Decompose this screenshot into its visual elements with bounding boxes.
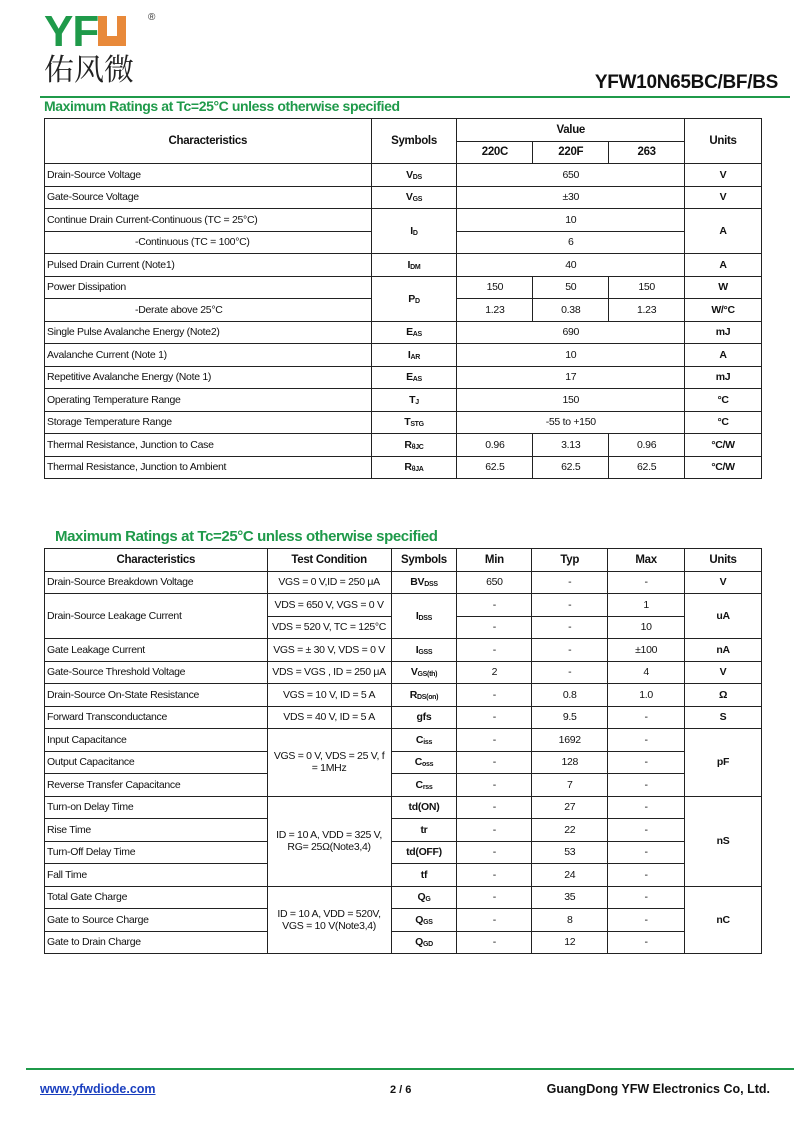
table-cell: 53 [532,841,608,864]
table-row [45,186,762,209]
table-cell: 8 [532,909,608,932]
table-cell: td(OFF) [391,841,457,864]
table-cell: °C/W [685,434,762,457]
column-header: 220C [457,141,533,164]
table-cell: Turn-Off Delay Time [45,841,268,864]
table-cell: Storage Temperature Range [45,411,372,434]
table-cell: AS [412,376,422,384]
table-cell [371,411,457,434]
table-cell: Turn-on Delay Time [45,796,268,819]
table-cell: GS(th) [417,671,438,679]
table-row [45,661,762,684]
table-cell: 1692 [532,729,608,752]
table-cell: VDS = 520 V, TC = 125°C [267,616,391,639]
table-cell: R [404,438,412,451]
table-cell: 128 [532,751,608,774]
table-cell: VGS = 10 V, ID = 5 A [267,684,391,707]
table-cell: - [608,571,685,594]
table-cell [391,661,457,684]
table-row [45,931,762,954]
table-cell: 9.5 [532,706,608,729]
table-row [45,796,762,819]
table-cell: - [532,661,608,684]
table-cell: oss [422,761,434,769]
table-cell: - [457,616,532,639]
table-cell: tf [391,864,457,887]
table-cell: - [457,864,532,887]
table-row [45,841,762,864]
column-header: 220F [533,141,609,164]
table-cell [371,321,457,344]
table-cell: tr [391,819,457,842]
registered-mark: ® [148,12,156,23]
footer-website [40,1082,156,1096]
table-cell: - [457,909,532,932]
table-cell: I [415,610,419,622]
table-cell: Output Capacitance [45,751,268,774]
table-cell: AR [410,353,421,361]
table-cell: VGS = ± 30 V, VDS = 0 V [267,639,391,662]
table-cell: P [408,292,415,305]
table-row [45,344,762,367]
column-header: Units [685,549,762,572]
table-row [45,706,762,729]
table-cell: T [404,416,411,429]
table-row [45,864,762,887]
table-cell: Avalanche Current (Note 1) [45,344,372,367]
table-cell: - [608,931,685,954]
table-cell: DS [412,173,422,181]
table-cell [371,344,457,367]
table-cell: DSS [418,615,433,622]
table-cell: 17 [457,366,685,389]
table-row [45,639,762,662]
section-title-electrical: Maximum Ratings at Tc=25°C unless otherwise specified [55,528,438,545]
table-cell: Repetitive Avalanche Energy (Note 1) [45,366,372,389]
table-cell [391,571,457,594]
table-row [45,254,762,277]
table-cell: Ω [685,684,762,707]
table-cell: GS [423,918,433,926]
table-row [45,119,762,142]
table-cell: 50 [533,276,609,299]
table-cell: V [685,186,762,209]
table-cell: Gate to Source Charge [45,909,268,932]
logo-u-icon [98,16,126,46]
table-cell: 12 [532,931,608,954]
table-row [45,549,762,572]
table-cell: Thermal Resistance, Junction to Case [45,434,372,457]
table-cell: 24 [532,864,608,887]
table-cell: V [406,168,413,181]
table-cell: iss [423,738,433,746]
table-cell: I [410,225,413,237]
table-row [45,729,762,752]
table-cell: I [407,258,411,271]
table-cell: - [457,796,532,819]
table-cell: uA [685,594,762,639]
table-cell: 650 [457,571,532,594]
table-cell: Gate Leakage Current [45,639,268,662]
table-cell: D [414,297,420,305]
table-cell: C [415,733,424,746]
table-cell: ID = 10 A, VDD = 520V, VGS = 10 V(Note3,4) [267,886,391,954]
table-cell: Total Gate Charge [45,886,268,909]
table-cell: - [608,706,685,729]
table-cell: C [415,778,423,791]
table-cell: STG [410,421,424,429]
table-cell: 10 [608,616,685,639]
table-cell: - [608,886,685,909]
table-cell: - [532,639,608,662]
table-cell: DM [410,263,421,271]
table-row [45,819,762,842]
table-cell: mJ [685,321,762,344]
table-cell: - [457,729,532,752]
table-cell: rss [422,783,433,791]
table-cell: Q [415,936,423,949]
table-cell: °C/W [685,456,762,479]
column-header: Symbols [391,549,457,572]
table-cell [371,456,457,479]
column-header: Typ [532,549,608,572]
footer-company: GuangDong YFW Electronics Co, Ltd. [546,1082,770,1096]
table-cell [391,886,457,909]
table-cell: G [425,896,431,904]
table-cell [371,164,457,187]
table-cell: - [457,684,532,707]
table-cell [371,209,457,254]
table-cell: VDS = 650 V, VGS = 0 V [267,594,391,617]
table-cell: Input Capacitance [45,729,268,752]
table-row [45,774,762,797]
table-cell: Gate to Drain Charge [45,931,268,954]
table-cell [391,639,457,662]
table-cell: nC [685,886,762,954]
table-cell: - [457,841,532,864]
table-cell: - [532,616,608,639]
table-cell: 1 [608,594,685,617]
table-cell: 150 [457,389,685,412]
table-row [45,164,762,187]
table-cell: E [406,326,413,339]
table-cell [391,594,457,639]
table-cell: td(ON) [391,796,457,819]
table-cell: Continue Drain Current-Continuous (TC = 25°C) [45,209,372,232]
table-cell: Drain-Source Breakdown Voltage [45,571,268,594]
table-cell: θJA [411,466,424,474]
table-cell: ID = 10 A, VDD = 325 V, RG= 25Ω(Note3,4) [267,796,391,886]
table-cell: 690 [457,321,685,344]
table-cell: θJC [411,443,424,451]
column-header: 263 [609,141,685,164]
table-cell [371,186,457,209]
table-cell: 1.23 [457,299,533,322]
table-cell: - [532,571,608,594]
table-cell: ±30 [457,186,685,209]
table-cell: Single Pulse Avalanche Energy (Note2) [45,321,372,344]
table-cell: R [409,688,418,701]
table-cell [391,909,457,932]
table-cell: V [685,571,762,594]
table-cell: - [532,594,608,617]
table-row [45,209,762,232]
table-cell: 1.23 [609,299,685,322]
table-cell: 0.96 [457,434,533,457]
table-row [45,389,762,412]
table-cell: 150 [609,276,685,299]
footer-divider [26,1068,794,1070]
table-cell: 650 [457,164,685,187]
column-header: Min [457,549,532,572]
table-cell: I [407,348,411,361]
table-cell: V [685,661,762,684]
website-link[interactable]: www.yfwdiode.com [40,1082,156,1096]
table-row [45,411,762,434]
table-cell: nS [685,796,762,886]
table-cell: Drain-Source Leakage Current [45,594,268,639]
table-cell: mJ [685,366,762,389]
table-cell: Thermal Resistance, Junction to Ambient [45,456,372,479]
part-number: YFW10N65BC/BF/BS [594,72,778,93]
table-cell: - [608,774,685,797]
table-cell: VGS = 0 V,ID = 250 μA [267,571,391,594]
table-cell: 10 [457,344,685,367]
table-cell: D [412,230,418,237]
table-cell: J [415,398,419,406]
table-cell: 0.8 [532,684,608,707]
table-cell: R [404,461,412,474]
table-cell: 0.38 [533,299,609,322]
table-cell: Power Dissipation [45,276,372,299]
table-row [45,434,762,457]
table-cell: 6 [457,231,685,254]
column-header: Characteristics [45,549,268,572]
table-cell [371,254,457,277]
table-cell: Pulsed Drain Current (Note1) [45,254,372,277]
table-cell: Q [415,913,424,926]
table-cell: °C [685,411,762,434]
table-cell: V [410,666,418,679]
column-header: Characteristics [45,119,372,164]
table-cell: I [415,643,419,656]
table-cell: 0.96 [609,434,685,457]
table-cell: -Continuous (TC = 100°C) [45,231,372,254]
table-cell [391,684,457,707]
table-cell: ±100 [608,639,685,662]
table-cell: GSS [418,648,433,656]
table-row [45,909,762,932]
table-cell: - [457,931,532,954]
table-cell: C [414,756,423,769]
table-cell: pF [685,729,762,797]
table-cell: VGS = 0 V, VDS = 25 V, f = 1MHz [267,729,391,797]
column-header: Max [608,549,685,572]
table-cell: BV [410,576,425,589]
table-cell: 4 [608,661,685,684]
table-cell: 27 [532,796,608,819]
max-ratings-table [44,118,762,479]
company-logo [44,7,156,88]
table-cell: Gate-Source Threshold Voltage [45,661,268,684]
electrical-characteristics-table [44,548,762,954]
table-cell: W/°C [685,299,762,322]
table-cell: 62.5 [533,456,609,479]
table-cell: gfs [391,706,457,729]
table-cell: GS [412,196,423,204]
table-cell [371,389,457,412]
table-cell: 2 [457,661,532,684]
table-cell: - [457,594,532,617]
table-cell: Y [44,7,73,56]
table-cell: - [608,864,685,887]
table-cell: 1.0 [608,684,685,707]
table-cell: 35 [532,886,608,909]
table-cell: 7 [532,774,608,797]
table-cell: Rise Time [45,819,268,842]
table-cell [391,774,457,797]
table-cell: Drain-Source Voltage [45,164,372,187]
table-cell: 40 [457,254,685,277]
table-row [45,456,762,479]
table-cell: DS(on) [417,693,439,701]
table-cell: GD [422,941,433,949]
table-row [45,886,762,909]
table-cell: - [608,841,685,864]
table-cell: T [409,393,416,406]
column-header: Test Condition [267,549,391,572]
column-header: Symbols [371,119,457,164]
table-cell [391,729,457,752]
table-cell: 62.5 [457,456,533,479]
table-cell: VDS = VGS , ID = 250 μA [267,661,391,684]
table-cell [371,276,457,321]
table-cell: Reverse Transfer Capacitance [45,774,268,797]
table-cell: -55 to +150 [457,411,685,434]
table-cell: AS [412,331,422,339]
table-cell: - [608,796,685,819]
logo-chinese-name: 佑风微 [44,53,134,88]
table-cell: - [608,819,685,842]
table-cell: - [457,819,532,842]
table-cell: Q [417,891,426,904]
table-cell: S [685,706,762,729]
table-cell: F [72,7,99,56]
table-row [45,321,762,344]
table-cell: -Derate above 25°C [45,299,372,322]
table-cell: - [457,706,532,729]
table-cell: °C [685,389,762,412]
table-cell [371,434,457,457]
table-cell: - [457,886,532,909]
table-cell: W [685,276,762,299]
table-row [45,751,762,774]
table-cell: nA [685,639,762,662]
table-cell: - [608,751,685,774]
column-header: Value [457,119,685,142]
table-cell: 22 [532,819,608,842]
table-cell [391,931,457,954]
table-cell: 3.13 [533,434,609,457]
section-title-max-ratings: Maximum Ratings at Tc=25°C unless otherwise specified [44,98,400,114]
table-cell: Forward Transconductance [45,706,268,729]
table-cell: - [457,774,532,797]
table-cell: - [457,751,532,774]
table-cell: - [608,909,685,932]
table-row [45,684,762,707]
table-row [45,571,762,594]
table-cell: - [457,639,532,662]
table-cell: VDS = 40 V, ID = 5 A [267,706,391,729]
table-cell: V [405,191,413,204]
table-cell: V [685,164,762,187]
column-header: Units [685,119,762,164]
table-cell [371,366,457,389]
table-cell: 62.5 [609,456,685,479]
page-number: 2 / 6 [390,1084,412,1096]
table-row [45,276,762,299]
table-cell: Fall Time [45,864,268,887]
table-cell: E [406,371,413,384]
table-cell: A [685,254,762,277]
table-cell: 10 [457,209,685,232]
table-cell [391,751,457,774]
table-row [45,366,762,389]
table-cell: Gate-Source Voltage [45,186,372,209]
table-cell: Operating Temperature Range [45,389,372,412]
table-cell: A [685,344,762,367]
table-cell: DSS [424,581,438,589]
table-cell: A [685,209,762,254]
table-row [45,594,762,617]
table-cell: - [608,729,685,752]
table-cell: 150 [457,276,533,299]
table-cell: Drain-Source On-State Resistance [45,684,268,707]
